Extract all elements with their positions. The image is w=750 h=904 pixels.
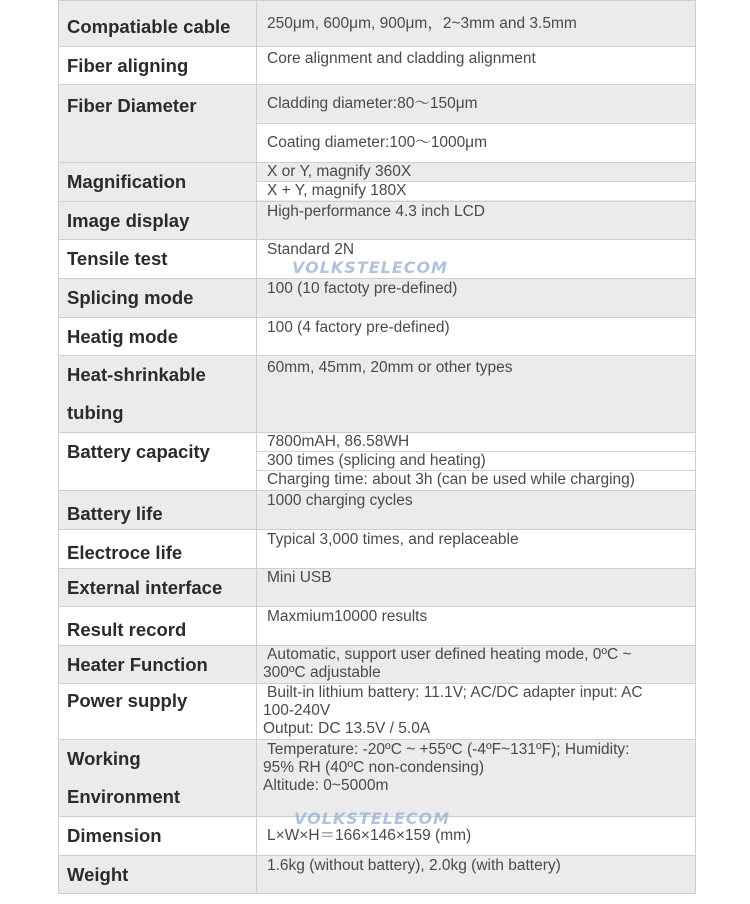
value-line: Cladding diameter:80～150μm: [267, 95, 478, 112]
table-row: [59, 279, 696, 318]
value-line: Maxmium10000 results: [267, 608, 428, 625]
spec-label: Heatig mode: [59, 318, 257, 356]
value-line: 1.6kg (without battery), 2.0kg (with battery): [267, 857, 561, 874]
spec-value: [257, 530, 696, 569]
value-line: Temperature: -20ºC ~ +55ºC (-4ºF~131ºF); Humidity:: [267, 741, 630, 758]
spec-value: [257, 163, 696, 202]
watermark-logo: VOLKSTELECOM: [294, 809, 451, 828]
spec-value: [257, 646, 696, 684]
spec-value: [257, 607, 696, 646]
value-line: 300 times (splicing and heating): [257, 451, 695, 470]
table-row: [59, 433, 696, 491]
table-row: [59, 1, 696, 47]
spec-label: Battery capacity: [59, 433, 257, 491]
value-line: 100 (4 factory pre-defined): [267, 319, 450, 336]
value-line: Typical 3,000 times, and replaceable: [267, 531, 519, 548]
spec-label: Image display: [59, 202, 257, 240]
value-line: X + Y, magnify 180X: [257, 181, 695, 200]
value-line: Standard 2N: [267, 241, 355, 258]
value-line: 300ºC adjustable: [263, 664, 381, 681]
value-line: X or Y, magnify 360X: [267, 163, 412, 180]
spec-value: [257, 491, 696, 530]
value-line: 100-240V: [263, 702, 331, 719]
value-line: L×W×H＝166×146×159 (mm): [267, 827, 472, 844]
table-row: [59, 491, 696, 530]
value-line: 60mm, 45mm, 20mm or other types: [267, 359, 513, 376]
value-line: Charging time: about 3h (can be used while charging): [257, 470, 695, 489]
spec-label: Tensile test: [59, 240, 257, 279]
value-line: Altitude: 0~5000m: [263, 777, 389, 794]
spec-table: [58, 0, 696, 894]
spec-label: Result record: [59, 607, 257, 646]
value-line: Coating diameter:100～1000μm: [257, 123, 695, 162]
spec-value: [257, 1, 696, 47]
spec-label-text: Fiber Diameter: [67, 95, 197, 116]
spec-label: Compatiable cable: [59, 1, 257, 47]
value-line: 95% RH (40ºC non-condensing): [263, 759, 485, 776]
spec-value: [257, 356, 696, 433]
spec-value: [257, 202, 696, 240]
spec-label: Dimension: [59, 817, 257, 856]
value-line: Mini USB: [267, 569, 332, 586]
spec-label: [59, 85, 257, 163]
table-row: [59, 47, 696, 85]
value-line: Built-in lithium battery: 11.1V; AC/DC adapter input: AC: [267, 684, 643, 701]
value-line: High-performance 4.3 inch LCD: [267, 203, 485, 220]
table-row: [59, 646, 696, 684]
spec-value: [257, 318, 696, 356]
spec-value: [257, 85, 696, 163]
value-line: 100 (10 factoty pre-defined): [267, 280, 458, 297]
watermark-logo: VOLKSTELECOM: [292, 258, 449, 277]
spec-label-line: Environment: [67, 786, 181, 807]
table-row: [59, 202, 696, 240]
spec-label: [59, 356, 257, 433]
spec-value: [257, 856, 696, 894]
value-line: Core alignment and cladding alignment: [267, 50, 536, 67]
table-row: [59, 318, 696, 356]
spec-label: Power supply: [59, 684, 257, 740]
table-row: [59, 684, 696, 740]
table-row: [59, 856, 696, 894]
table-row: [59, 530, 696, 569]
value-line: Automatic, support user defined heating mode, 0ºC ~: [267, 646, 632, 663]
spec-label-line: Working: [67, 748, 141, 769]
spec-value: [257, 740, 696, 817]
spec-label-line: Heat-shrinkable: [67, 364, 206, 385]
spec-label: Battery life: [59, 491, 257, 530]
spec-label: Weight: [59, 856, 257, 894]
value-line: 250μm, 600μm, 900μm，2~3mm and 3.5mm: [267, 14, 577, 32]
value-line: Output: DC 13.5V / 5.0A: [263, 720, 431, 737]
spec-label: Magnification: [59, 163, 257, 202]
table-row: [59, 163, 696, 202]
spec-value: [257, 47, 696, 85]
spec-label-line: tubing: [67, 402, 124, 423]
spec-label: Heater Function: [59, 646, 257, 684]
spec-label: Splicing mode: [59, 279, 257, 318]
value-line: 7800mAH, 86.58WH: [267, 433, 410, 450]
spec-value: [257, 684, 696, 740]
table-row: [59, 569, 696, 607]
spec-label: Electroce life: [59, 530, 257, 569]
value-line: 1000 charging cycles: [267, 492, 413, 509]
table-row: [59, 356, 696, 433]
spec-label: External interface: [59, 569, 257, 607]
spec-value: [257, 433, 696, 491]
spec-value: [257, 569, 696, 607]
table-row: [59, 607, 696, 646]
table-row: [59, 740, 696, 817]
spec-label: Fiber aligning: [59, 47, 257, 85]
spec-label: [59, 740, 257, 817]
table-row: [59, 85, 696, 163]
spec-value: [257, 279, 696, 318]
